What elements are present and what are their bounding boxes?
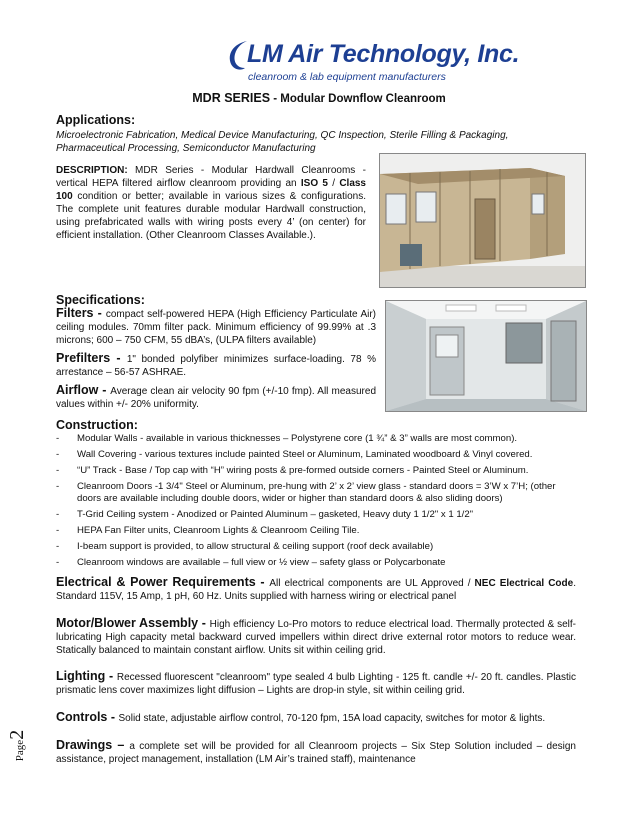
list-item [56,541,578,553]
bullet: - [56,433,60,444]
specifications-heading: Specifications: [56,293,145,307]
applications-heading: Applications: [56,113,136,127]
page-title [0,91,638,105]
iso-class: ISO 5 [300,178,328,189]
series-subtitle: - Modular Downflow Cleanroom [270,93,446,105]
drawings-text: a complete set will be provided for all Cleanroom projects – Six Step Solution included – design assistance, project management, installation (LM Air’s trained staff), maintenance [56,741,576,765]
lighting-label: Lighting - [56,669,117,683]
lighting-text: Recessed fluorescent "cleanroom" type sealed 4 bulb Lighting - 125 ft. candle +/- 20 ft. candles. Plastic prismatic lens cover maximizes light diffusion – Lights are drop-in style, sit within ceiling grid. [56,672,576,696]
prefilters-text: 1" bonded polyfiber minimizes surface-loading. 78 % arrestance – 56-57 ASHRAE. [56,354,376,378]
list-item-text: Modular Walls - available in various thicknesses – Polystyrene core (1 ¾” & 3” walls are most common). [77,433,518,444]
list-item-text: “U” Track - Base / Top cap with “H” wiring posts & pre-formed outside corners - Painted Steel or Aluminum. [77,465,529,476]
list-item [56,509,578,521]
description-text-1: MDR Series - Modular Hardwall Cleanrooms - vertical HEPA filtered airflow cleanroom providing an [56,165,366,189]
list-item-text: Cleanroom windows are available – full view or ½ view – safety glass or Polycarbonate [77,557,446,568]
list-item [56,557,578,569]
filters-label: Filters - [56,306,106,320]
page-number [6,720,38,770]
list-item [56,525,578,537]
series-name: MDR SERIES [192,91,271,105]
airflow-label: Airflow - [56,383,111,397]
airflow-paragraph [56,384,376,411]
construction-list [56,433,578,573]
controls-text: Solid state, adjustable airflow control, 70-120 fpm, 15A load capacity, switches for motor & lights. [118,713,546,724]
page-number-value: 2 [6,729,29,740]
bullet: - [56,465,60,476]
logo-name: LM Air Technology, Inc. [247,40,520,68]
list-item-text: HEPA Fan Filter units, Cleanroom Lights & Cleanroom Ceiling Tile. [77,525,360,536]
motor-text: High efficiency Lo-Pro motors to reduce electrical load. Thermally protected & self-lubricating High capacity metal backward curved impellers within direct drive external rotor motors to reduce wear. Statically balanced to maintain constant airflow. Units sit within ceiling grid. [56,619,576,656]
electrical-paragraph [56,576,576,603]
drawings-paragraph [56,739,576,766]
bullet: - [56,509,60,520]
description-label: DESCRIPTION: [56,165,128,176]
filters-paragraph [56,307,376,347]
bullet: - [56,525,60,536]
logo-tagline: cleanroom & lab equipment manufacturers [248,71,446,83]
description-slash: / [327,178,340,189]
page-label: Page [14,739,27,762]
controls-label: Controls - [56,710,119,724]
list-item [56,433,578,445]
bullet: - [56,449,60,460]
lighting-paragraph [56,670,576,697]
bullet: - [56,541,60,552]
electrical-label: Electrical & Power Requirements - [56,575,270,589]
list-item [56,449,578,461]
applications-text: Microelectronic Fabrication, Medical Device Manufacturing, QC Inspection, Sterile Filling & Packaging, Pharmaceutical Processing, Semiconductor Manufacturing [56,130,509,154]
controls-paragraph [56,711,576,725]
prefilters-paragraph [56,352,376,379]
list-item [56,481,578,505]
cleanroom-class: Class 100 [56,178,366,202]
drawings-label: Drawings – [56,738,130,752]
list-item-text: T-Grid Ceiling system - Anodized or Painted Aluminum – gasketed, Heavy duty 1 1/2" x 1 1/2" [77,509,474,520]
cleanroom-interior-photo [385,300,587,412]
motor-paragraph [56,617,576,657]
bullet: - [56,557,60,568]
company-logo [225,38,520,88]
nec-code: NEC Electrical Code [474,578,574,589]
description-paragraph [56,164,366,242]
motor-label: Motor/Blower Assembly - [56,616,210,630]
electrical-text-1: All electrical components are UL Approved / [269,578,475,589]
airflow-text: Average clean air velocity 90 fpm (+/-10 fmp). All measured values within +/- 20% uniformity. [56,386,377,410]
cleanroom-exterior-photo [379,153,586,288]
list-item-text: Cleanroom Doors -1 3/4" Steel or Aluminum, pre-hung with 2’ x 2’ view glass - standard doors = 3’W x 7’H; (other doors are available including double doors, wider or higher than standard doors & also sliding doors) [77,481,556,504]
filters-text: compact self-powered HEPA (High Efficiency Particulate Air) ceiling modules. 70mm filter pack. Minimum efficiency of 99.99% at .3 microns; 600 – 750 CFM, 55 dBA’s, (ULPA filters available) [56,309,377,346]
list-item-text: Wall Covering - various textures include painted Steel or Aluminum, Laminated woodboard & Vinyl covered. [77,449,533,460]
bullet: - [56,481,60,492]
prefilters-label: Prefilters - [56,351,127,365]
list-item-text: I-beam support is provided, to allow structural & ceiling support (roof deck available) [77,541,434,552]
description-text-2: condition or better; available in various sizes & configurations. The complete unit features durable modular Hardwall construction, using prefabricated walls with wiring posts every 4’ (on center) for efficient installation. (Other Cleanroom Classes Available.). [56,191,366,241]
construction-heading: Construction: [56,418,138,432]
electrical-text-2: . Standard 115V, 15 Amp, 1 pH, 60 Hz. Units supplied with harness wiring or electrical panel [56,578,576,602]
list-item [56,465,578,477]
